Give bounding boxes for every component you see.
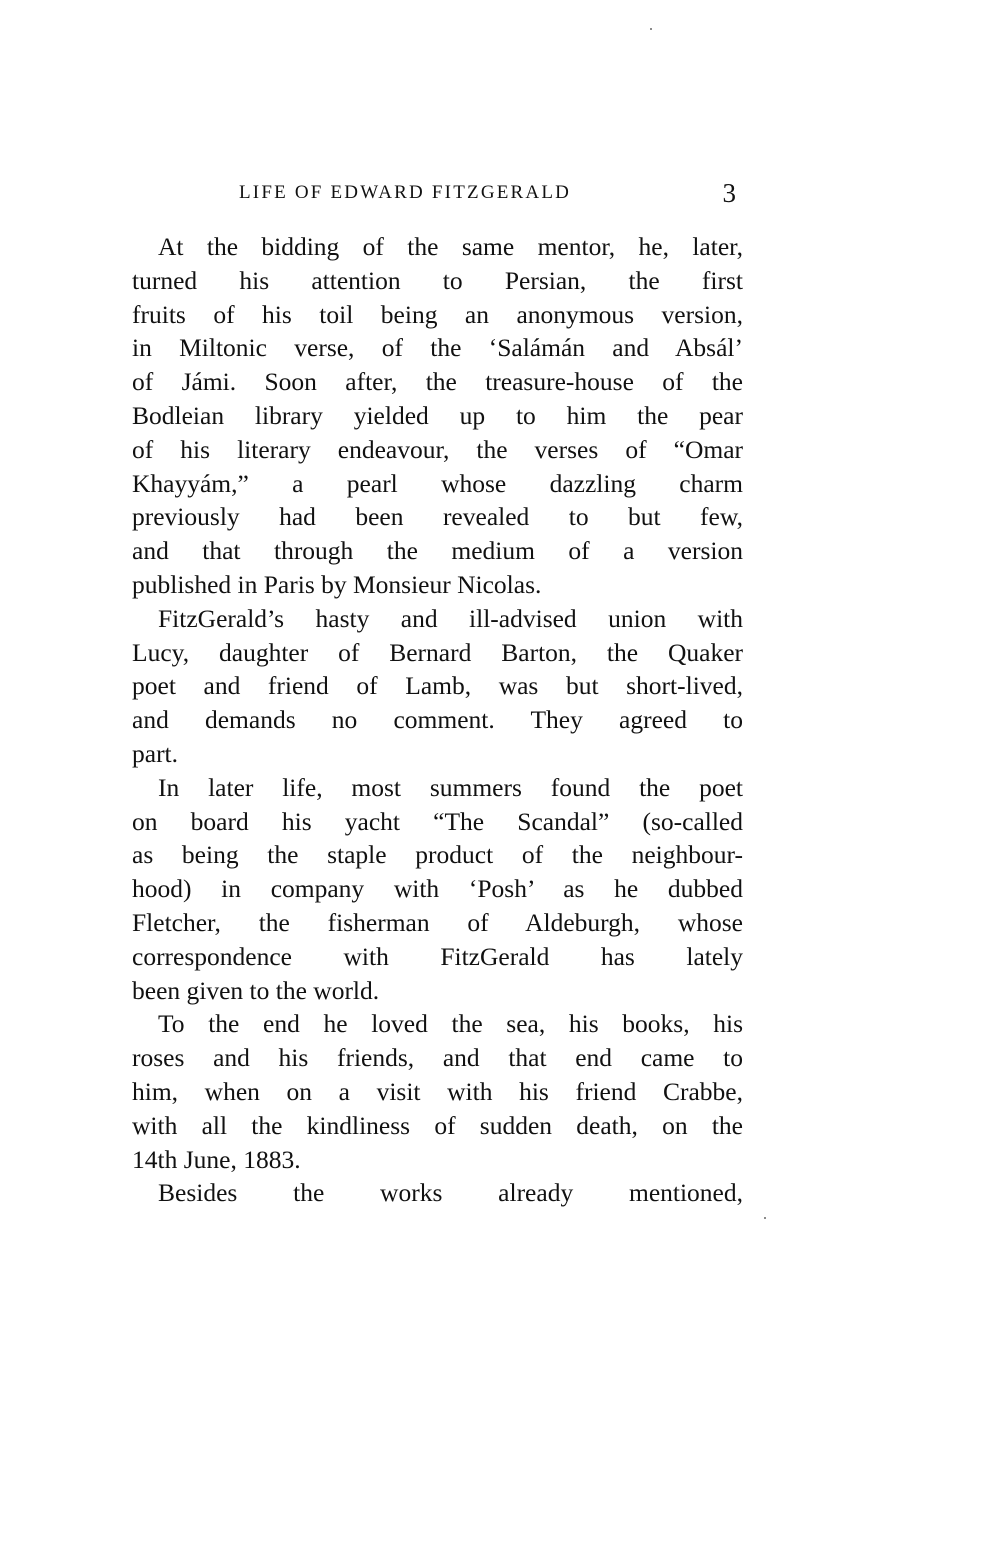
text-line: in Miltonic verse, of the ‘Salámán and Absál’	[132, 333, 743, 363]
text-line: 14th June, 1883.	[132, 1144, 301, 1174]
text-line: part.	[132, 738, 179, 768]
running-head	[132, 178, 742, 212]
text-line: turned his attention to Persian, the first	[132, 265, 743, 295]
scan-speck	[764, 1217, 766, 1219]
text-line: on board his yacht “The Scandal” (so-called	[132, 806, 743, 836]
scan-speck	[650, 28, 652, 30]
body-text	[132, 230, 743, 1210]
text-line: Lucy, daughter of Bernard Barton, the Quaker	[132, 637, 743, 667]
text-line: Khayyám,” a pearl whose dazzling charm	[132, 468, 743, 498]
text-line: him, when on a visit with his friend Crabbe,	[132, 1076, 743, 1106]
text-line: roses and his friends, and that end came to	[132, 1043, 743, 1073]
text-line: At the bidding of the same mentor, he, later,	[158, 232, 743, 261]
text-line: with all the kindliness of sudden death, on the	[132, 1110, 743, 1140]
text-line: Fletcher, the fisherman of Aldeburgh, whose	[132, 907, 743, 937]
text-line: In later life, most summers found the poet	[158, 772, 743, 802]
text-line: correspondence with FitzGerald has lately	[132, 941, 743, 971]
text-line: hood) in company with ‘Posh’ as he dubbed	[132, 874, 743, 904]
text-line: To the end he loved the sea, his books, his	[158, 1009, 743, 1039]
text-line: as being the staple product of the neighbour-	[132, 840, 743, 870]
text-line: Besides the works already mentioned,	[158, 1178, 743, 1208]
text-line: and that through the medium of a version	[132, 536, 743, 566]
text-line: been given to the world.	[132, 975, 380, 1005]
text-line: of Jámi. Soon after, the treasure-house of the	[132, 367, 743, 397]
text-line: published in Paris by Monsieur Nicolas.	[132, 569, 542, 599]
text-line: FitzGerald’s hasty and ill-advised union with	[158, 603, 743, 633]
text-line: fruits of his toil being an anonymous version,	[132, 299, 743, 329]
page-number: 3	[722, 178, 736, 208]
text-line: previously had been revealed to but few,	[132, 502, 743, 532]
text-line: Bodleian library yielded up to him the pear	[132, 400, 743, 430]
text-line: of his literary endeavour, the verses of “Omar	[132, 434, 743, 464]
text-line: and demands no comment. They agreed to	[132, 705, 743, 735]
running-title: LIFE OF EDWARD FITZGERALD	[239, 182, 572, 203]
text-line: poet and friend of Lamb, was but short-lived,	[132, 671, 743, 701]
